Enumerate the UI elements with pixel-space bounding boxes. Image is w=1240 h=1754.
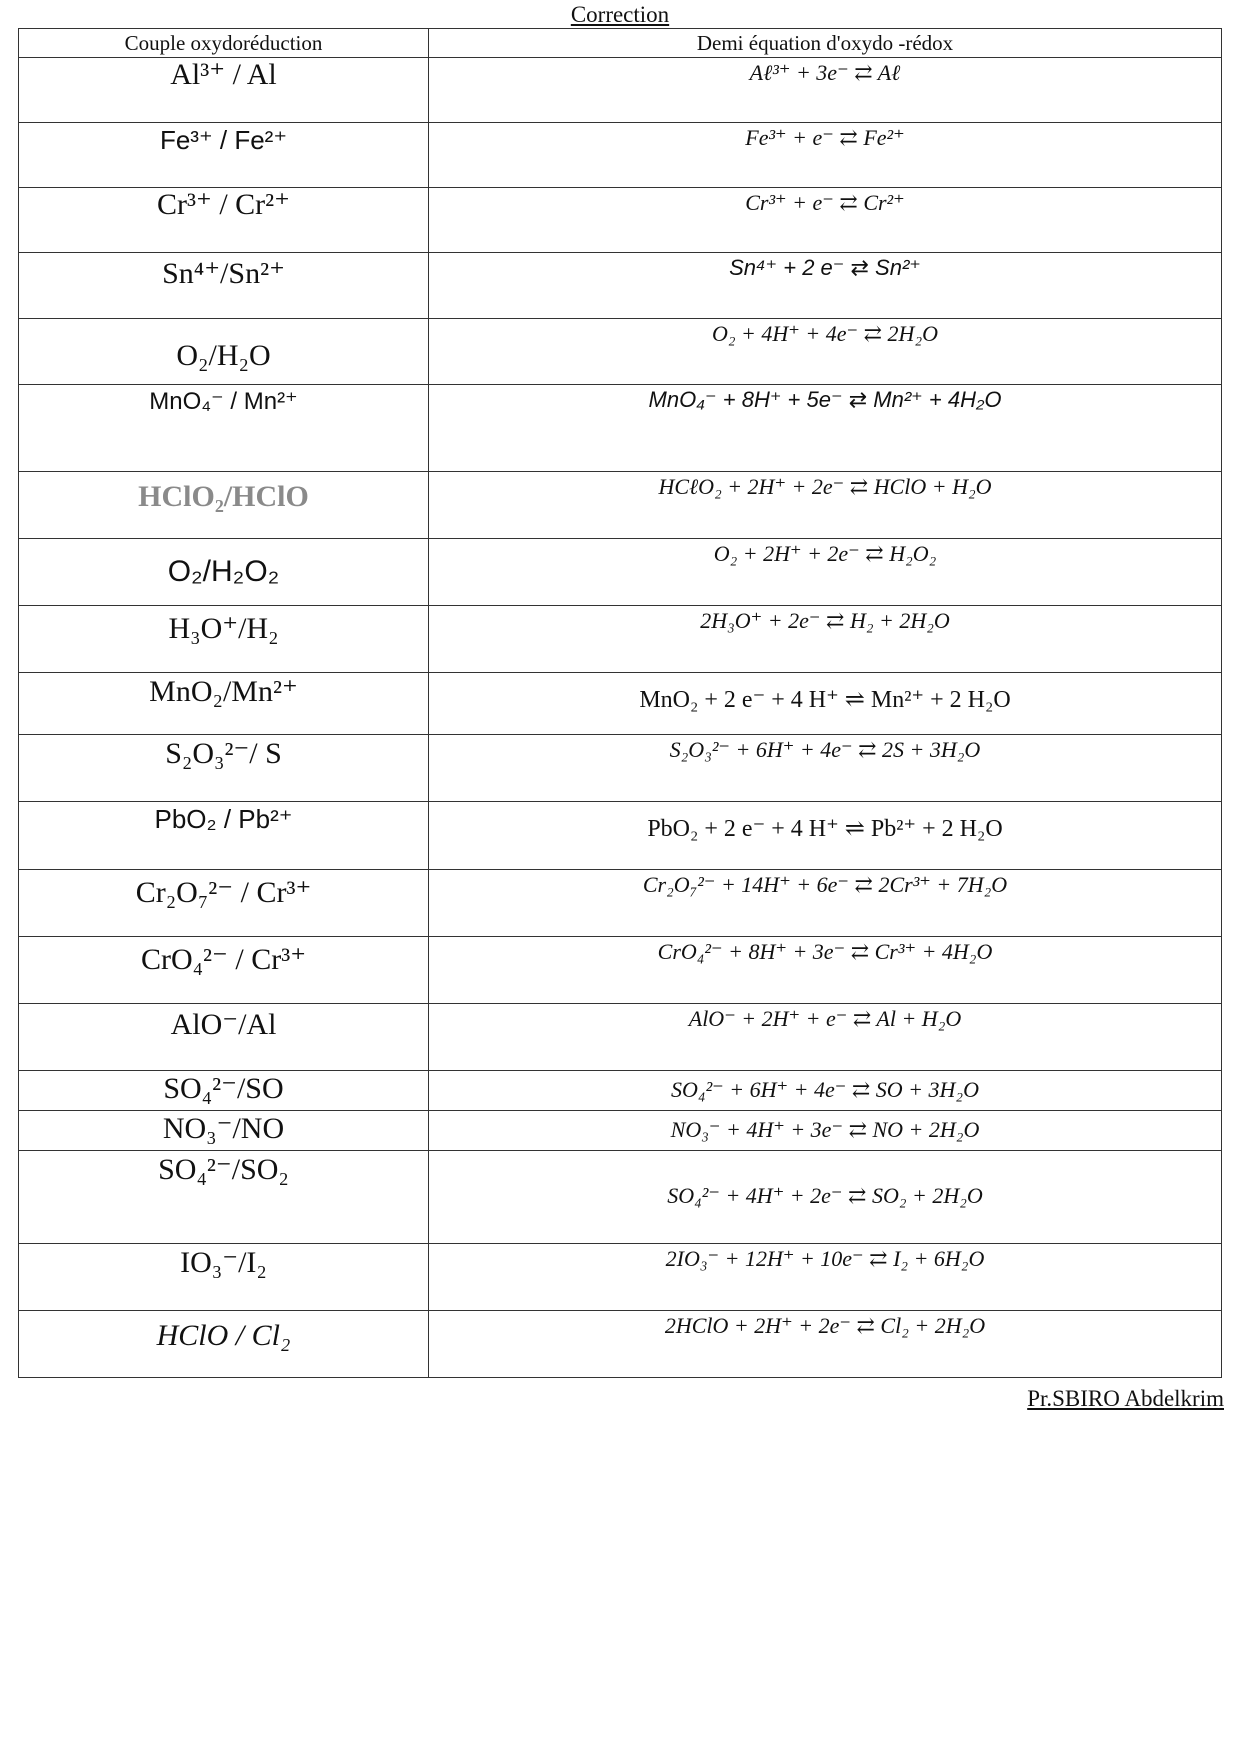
cell-text: 2H₃O⁺ + 2e⁻ ⇄ H₂ + 2H₂O [700, 608, 950, 633]
equation-cell [429, 1004, 1222, 1071]
cell-text: 2IO₃⁻ + 12H⁺ + 10e⁻ ⇄ I₂ + 6H₂O [665, 1246, 985, 1271]
cell-text: Fe³⁺ + e⁻ ⇄ Fe²⁺ [745, 125, 905, 150]
equation-cell [429, 673, 1222, 735]
equation-cell [429, 319, 1222, 385]
cell-text: 2HClO + 2H⁺ + 2e⁻ ⇄ Cl₂ + 2H₂O [664, 1313, 986, 1338]
couple-cell [19, 1151, 429, 1244]
cell-text: SO₄²⁻ + 4H⁺ + 2e⁻ ⇄ SO₂ + 2H₂O [667, 1183, 983, 1208]
couple-cell [19, 188, 429, 253]
cell-text: H₃O⁺/H₂ [168, 612, 279, 645]
cell-text: Sn⁴⁺/Sn²⁺ [162, 257, 285, 290]
couple-cell [19, 385, 429, 472]
equation-cell [429, 802, 1222, 870]
table-row [19, 937, 1222, 1004]
couple-cell [19, 1004, 429, 1071]
equation-cell [429, 735, 1222, 802]
table-row [19, 188, 1222, 253]
table-row [19, 802, 1222, 870]
table-row [19, 58, 1222, 123]
cell-text: Sn⁴⁺ + 2 e⁻ ⇄ Sn²⁺ [729, 255, 921, 280]
couple-cell [19, 253, 429, 319]
equation-cell [429, 937, 1222, 1004]
equation-cell [429, 188, 1222, 253]
table-row [19, 123, 1222, 188]
couple-cell [19, 1071, 429, 1111]
cell-text: MnO₂ + 2 e⁻ + 4 H⁺ ⇌ Mn²⁺ + 2 H₂O [639, 687, 1011, 713]
cell-text: MnO₄⁻ / Mn²⁺ [149, 388, 298, 415]
table-row [19, 1151, 1222, 1244]
cell-text: Cr₂O₇²⁻ / Cr³⁺ [135, 876, 312, 909]
equation-cell [429, 539, 1222, 606]
cell-text: NO₃⁻/NO [162, 1112, 285, 1145]
couple-cell [19, 1111, 429, 1151]
equation-cell [429, 472, 1222, 539]
cell-text: Cr₂O₇²⁻ + 14H⁺ + 6e⁻ ⇄ 2Cr³⁺ + 7H₂O [642, 872, 1008, 897]
redox-table [18, 28, 1222, 1378]
table-row [19, 1004, 1222, 1071]
cell-text: SO₄²⁻/SO [163, 1072, 284, 1105]
cell-text: S₂O₃²⁻/ S [165, 737, 282, 770]
cell-text: HClO / Cl₂ [156, 1319, 291, 1352]
cell-text: MnO₂/Mn²⁺ [149, 675, 298, 708]
cell-text: Fe³⁺ / Fe²⁺ [159, 125, 288, 155]
table-row [19, 735, 1222, 802]
table-row [19, 870, 1222, 937]
cell-text: Cr³⁺ + e⁻ ⇄ Cr²⁺ [745, 190, 905, 215]
couple-cell [19, 870, 429, 937]
table-row [19, 673, 1222, 735]
couple-cell [19, 58, 429, 123]
couple-cell [19, 539, 429, 606]
cell-text: PbO₂ / Pb²⁺ [154, 804, 293, 834]
equation-cell [429, 58, 1222, 123]
couple-cell [19, 1311, 429, 1378]
equation-cell [429, 1151, 1222, 1244]
cell-text: NO₃⁻ + 4H⁺ + 3e⁻ ⇄ NO + 2H₂O [670, 1117, 980, 1142]
author-signature: Pr.SBIRO Abdelkrim [1027, 1386, 1224, 1411]
cell-text: IO₃⁻/I₂ [180, 1246, 267, 1279]
equation-cell [429, 253, 1222, 319]
cell-text: CrO₄²⁻ + 8H⁺ + 3e⁻ ⇄ Cr³⁺ + 4H₂O [657, 939, 993, 964]
equation-cell [429, 1111, 1222, 1151]
couple-cell [19, 319, 429, 385]
page-title: Correction [570, 2, 670, 27]
cell-text: O₂/H₂O [176, 339, 271, 372]
cell-text: AlO⁻/Al [170, 1008, 277, 1041]
cell-text: PbO₂ + 2 e⁻ + 4 H⁺ ⇌ Pb²⁺ + 2 H₂O [647, 816, 1003, 842]
cell-text: O₂/H₂O₂ [167, 555, 280, 588]
cell-text: Al³⁺ / Al [170, 58, 277, 91]
table-row [19, 472, 1222, 539]
couple-cell [19, 123, 429, 188]
table-row [19, 1311, 1222, 1378]
couple-cell [19, 937, 429, 1004]
equation-cell [429, 1244, 1222, 1311]
equation-cell [429, 123, 1222, 188]
cell-text: SO₄²⁻ + 6H⁺ + 4e⁻ ⇄ SO + 3H₂O [671, 1077, 979, 1102]
cell-text: SO₄²⁻/SO₂ [158, 1153, 289, 1186]
equation-cell [429, 1311, 1222, 1378]
cell-text: MnO₄⁻ + 8H⁺ + 5e⁻ ⇄ Mn²⁺ + 4H₂O [648, 387, 1002, 412]
couple-cell [19, 735, 429, 802]
cell-text: O₂ + 4H⁺ + 4e⁻ ⇄ 2H₂O [712, 321, 938, 346]
cell-text: AlO⁻ + 2H⁺ + e⁻ ⇄ Al + H₂O [688, 1006, 962, 1031]
cell-text: HClO₂/HClO [138, 480, 309, 513]
couple-cell [19, 673, 429, 735]
table-header-row [19, 29, 1222, 58]
equation-cell [429, 385, 1222, 472]
table-row [19, 319, 1222, 385]
cell-text: Cr³⁺ / Cr²⁺ [157, 188, 290, 221]
table-row [19, 253, 1222, 319]
cell-text: S₂O₃²⁻ + 6H⁺ + 4e⁻ ⇄ 2S + 3H₂O [669, 737, 981, 762]
table-row [19, 1244, 1222, 1311]
table-row [19, 539, 1222, 606]
couple-cell [19, 1244, 429, 1311]
header-couple: Couple oxydoréduction [19, 29, 429, 58]
cell-text: CrO₄²⁻ / Cr³⁺ [140, 943, 307, 976]
table-row [19, 606, 1222, 673]
cell-text: O₂ + 2H⁺ + 2e⁻ ⇄ H₂O₂ [713, 541, 937, 566]
table-row [19, 1071, 1222, 1111]
equation-cell [429, 870, 1222, 937]
table-row [19, 385, 1222, 472]
cell-text: HCℓO₂ + 2H⁺ + 2e⁻ ⇄ HClO + H₂O [658, 474, 992, 499]
header-equation: Demi équation d'oxydo -rédox [429, 29, 1222, 58]
cell-text: Aℓ³⁺ + 3e⁻ ⇄ Aℓ [749, 60, 901, 85]
couple-cell [19, 472, 429, 539]
equation-cell [429, 1071, 1222, 1111]
couple-cell [19, 606, 429, 673]
couple-cell [19, 802, 429, 870]
equation-cell [429, 606, 1222, 673]
table-row [19, 1111, 1222, 1151]
